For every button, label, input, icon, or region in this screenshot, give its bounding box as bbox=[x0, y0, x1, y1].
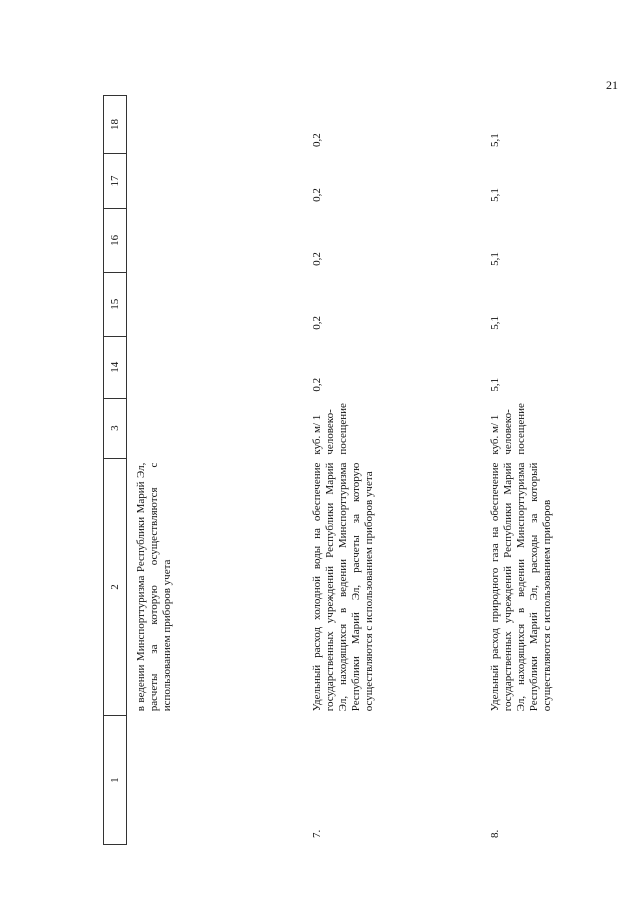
row-description: Удельный расход природного газа на обеспечение государственных учреждений Республики Марий Эл, находящихся в ведении Минспорттуризма Республики Марий Эл, расходы за который осуществляются с использованием приборов bbox=[481, 458, 639, 716]
value-col-18 bbox=[127, 96, 304, 154]
row-unit bbox=[127, 398, 304, 458]
value-col-16: 5,1 bbox=[481, 208, 639, 272]
rotated-table-frame bbox=[103, 95, 633, 845]
table-row bbox=[303, 96, 481, 845]
row-unit: куб. м/ 1 человеко-посещение bbox=[303, 398, 481, 458]
row-number: 8. bbox=[481, 716, 639, 845]
header-col-18: 18 bbox=[104, 96, 127, 154]
value-col-18: 5,1 bbox=[481, 96, 639, 154]
header-col-15: 15 bbox=[104, 272, 127, 336]
row-description: Удельный расход холодной воды на обеспечение государственных учреждений Республики Марий Эл, находящихся в ведении Минспорттуризма Республики Марий Эл, расчеты за которую осуществляются с использованием приборов учета bbox=[303, 458, 481, 716]
header-col-17: 17 bbox=[104, 154, 127, 209]
header-col-2: 2 bbox=[104, 458, 127, 716]
header-row bbox=[104, 96, 127, 845]
header-col-3: 3 bbox=[104, 398, 127, 458]
header-col-1: 1 bbox=[104, 716, 127, 845]
table-row bbox=[481, 96, 639, 845]
value-col-17 bbox=[127, 154, 304, 209]
value-col-16 bbox=[127, 208, 304, 272]
header-col-14: 14 bbox=[104, 336, 127, 398]
row-description: в ведении Минспорттуризма Республики Марий Эл, расчеты за которую осуществляются с использованием приборов учета bbox=[127, 458, 304, 716]
value-col-17: 0,2 bbox=[303, 154, 481, 209]
header-col-16: 16 bbox=[104, 208, 127, 272]
row-number bbox=[127, 716, 304, 845]
value-col-14: 0,2 bbox=[303, 336, 481, 398]
indicator-table bbox=[103, 95, 639, 845]
value-col-15 bbox=[127, 272, 304, 336]
row-number: 7. bbox=[303, 716, 481, 845]
row-unit: куб. м/ 1 человеко-посещение bbox=[481, 398, 639, 458]
value-col-14: 5,1 bbox=[481, 336, 639, 398]
value-col-15: 5,1 bbox=[481, 272, 639, 336]
value-col-16: 0,2 bbox=[303, 208, 481, 272]
table-row bbox=[127, 96, 304, 845]
page-number: 21 bbox=[606, 78, 618, 92]
value-col-14 bbox=[127, 336, 304, 398]
value-col-17: 5,1 bbox=[481, 154, 639, 209]
value-col-15: 0,2 bbox=[303, 272, 481, 336]
value-col-18: 0,2 bbox=[303, 96, 481, 154]
